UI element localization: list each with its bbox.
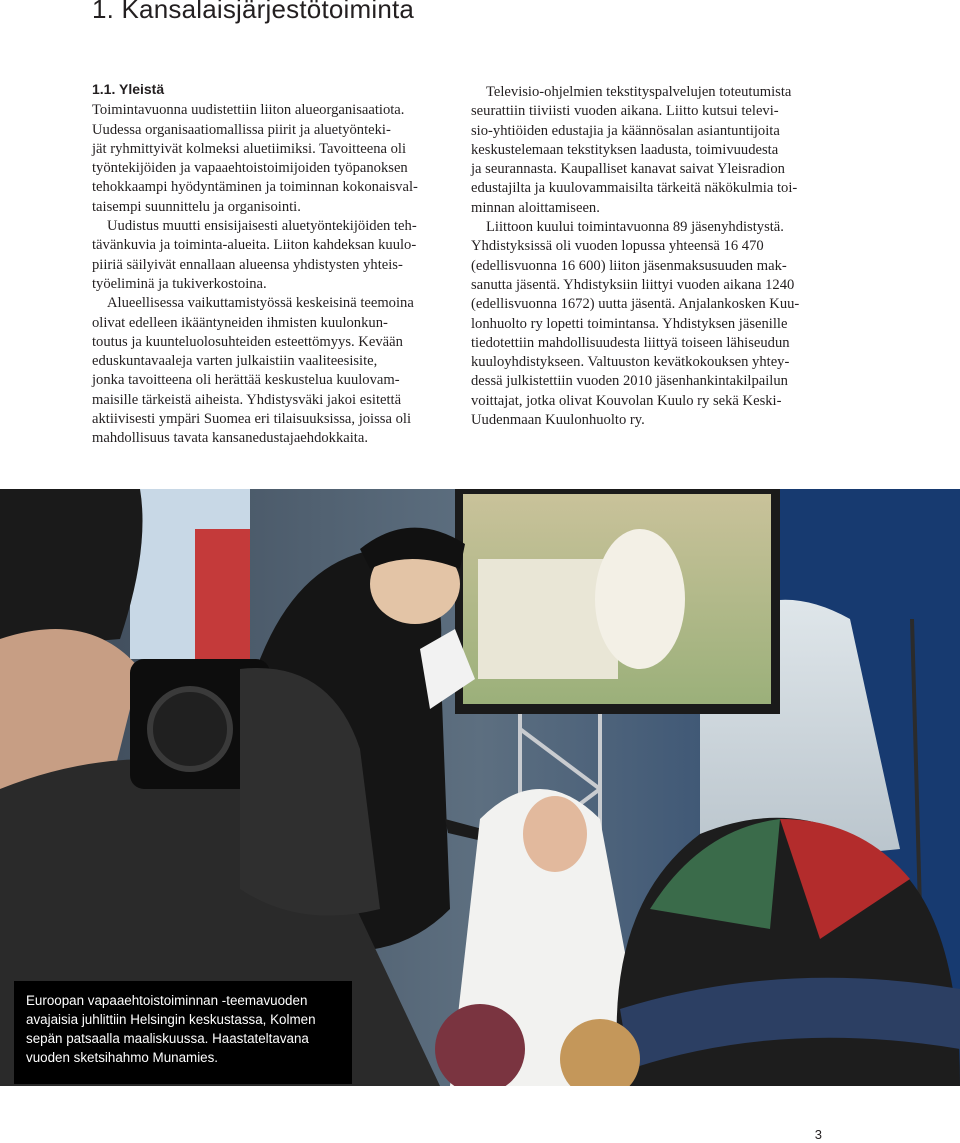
paragraph [92, 217, 444, 294]
text-line: olivat edelleen ikääntyneiden ihmisten kuulonkun- [92, 314, 388, 331]
text-line: työntekijöiden ja vapaaehtoistoimijoiden työpanoksen [92, 160, 408, 177]
right-column [471, 83, 823, 430]
text-line: (edellisvuonna 16 600) liiton jäsenmaksusuuden mak- [471, 257, 787, 274]
text-line: piiriä säilyivät ennallaan alueensa yhdistysten yhteis- [92, 256, 403, 273]
paragraph [471, 218, 823, 430]
page-number: 3 [814, 1127, 822, 1142]
text-line: edustajilta ja kuulovammaisilta tärkeitä näkökulmia toi- [471, 180, 798, 197]
text-line: Yhdistyksissä oli vuoden lopussa yhteensä 16 470 [471, 238, 764, 255]
text-line: voittajat, jotka olivat Kouvolan Kuulo ry sekä Keski- [471, 392, 782, 409]
text-line: jonka tavoitteena oli herättää keskustelua kuulovam- [92, 372, 400, 389]
text-line: jät ryhmittyivät kolmeksi aluetiimiksi. Tavoitteena oli [92, 140, 407, 157]
photographer-hat [0, 489, 143, 649]
screen-character [595, 529, 685, 669]
paragraph [471, 83, 823, 218]
section-heading: 1.1. Yleistä [92, 81, 165, 97]
text-line: kuuloyhdistykseen. Valtuuston kevätkokouksen yhtey- [471, 354, 790, 371]
caption-line: avajaisia juhlittiin Helsingin keskustassa, Kolmen [26, 1012, 316, 1027]
text-line: Toimintavuonna uudistettiin liiton alueorganisaatiota. [92, 102, 405, 119]
text-line: eduskuntavaaleja varten julkaistiin vaaliteesisite, [92, 353, 378, 370]
text-line: aktiivisesti ympäri Suomea eri tilaisuuksissa, joissa oli [92, 411, 412, 428]
text-line: tehokkaampi hyödyntäminen ja toiminnan kokonaisval- [92, 179, 418, 196]
text-line: Televisio-ohjelmien tekstityspalvelujen toteutumista [486, 84, 792, 100]
text-line: keskustelemaan tekstityksen laadusta, toimivuudesta [471, 141, 779, 158]
text-line: Uudenmaan Kuulonhuolto ry. [471, 412, 645, 429]
text-line: lonhuolto ry lopetti toimintansa. Yhdistyksen jäsenille [471, 315, 788, 332]
text-line: Uudessa organisaatiomallissa piirit ja aluetyönteki- [92, 121, 391, 138]
caption-line: sepän patsaalla maaliskuussa. Haastateltavana [26, 1031, 309, 1046]
caption-line: Euroopan vapaaehtoistoiminnan -teemavuoden [26, 993, 308, 1008]
banner-stripe [195, 529, 250, 659]
text-line: sanutta jäsentä. Yhdistyksiin liittyi vuoden aikana 1240 [471, 276, 795, 293]
text-line: dessä julkistettiin vuoden 2010 jäsenhankintakilpailun [471, 373, 788, 390]
text-line: taisempi suunnittelu ja organisointi. [92, 198, 301, 215]
text-line: minnan aloittamiseen. [471, 199, 600, 216]
text-line: (edellisvuonna 1672) uutta jäsentä. Anjalankosken Kuu- [471, 296, 800, 313]
text-line: seurattiin tiiviisti vuoden aikana. Liitto kutsui televi- [471, 103, 779, 120]
paragraph [92, 294, 444, 448]
egg-man-face [523, 796, 587, 872]
text-line: mahdollisuus tavata kansanedustajaehdokkaita. [92, 430, 368, 447]
text-line: tiedotettiin mahdollisuudesta liittyä toiseen lähiseudun [471, 334, 790, 351]
caption-line: vuoden sketsihahmo Munamies. [26, 1050, 219, 1065]
photo-caption [14, 981, 352, 1084]
text-line: toutus ja kuunteluolosuhteiden esteettömyys. Kevään [92, 333, 403, 350]
text-line: Alueellisessa vaikuttamistyössä keskeisinä teemoina [107, 295, 414, 312]
text-line: ja seurannasta. Kaupalliset kanavat saivat Yleisradion [471, 161, 785, 178]
text-line: Uudistus muutti ensisijaisesti aluetyöntekijöiden teh- [107, 218, 417, 235]
text-line: työeliminä ja tukiverkostoina. [92, 275, 267, 292]
chapter-title: 1. Kansalaisjärjestötoiminta [92, 0, 415, 24]
left-column [92, 80, 444, 449]
paragraph [92, 101, 444, 217]
text-line: maisille tärkeistä aiheista. Yhdistysväki jakoi esitettä [92, 391, 402, 408]
text-line: Liittoon kuului toimintavuonna 89 jäsenyhdistystä. [486, 219, 784, 236]
text-line: tävänkuvia ja toiminta-alueita. Liiton kahdeksan kuulo- [92, 237, 417, 254]
camera-lens [150, 689, 230, 769]
text-line: sio-yhtiöiden edustajia ja käännösalan asiantuntijoita [471, 122, 780, 139]
